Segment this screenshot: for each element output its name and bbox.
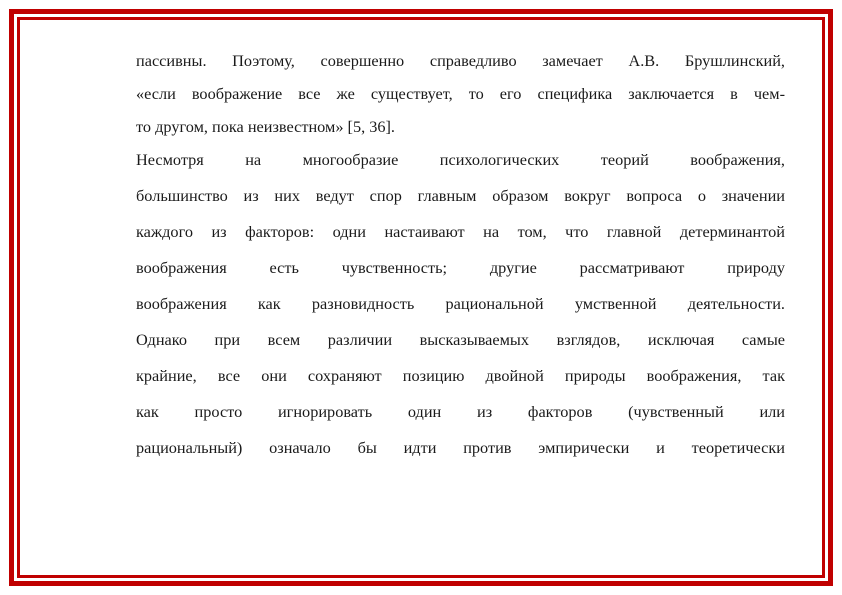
text-line-3: то другом, пока неизвестном» [5, 36].	[136, 117, 396, 136]
text-line-8: воображения как разновидность рациональной умственной деятельности.	[136, 294, 785, 313]
text-line-12: рациональный) означало бы идти против эмпирически и теоретически	[136, 438, 785, 457]
text-line-10: крайние, все они сохраняют позицию двойной природы воображения, так	[136, 366, 785, 385]
text-line-6: каждого из факторов: одни настаивают на том, что главной детерминантой	[136, 222, 785, 241]
text-line-11: как просто игнорировать один из факторов (чувственный или	[136, 402, 785, 421]
slide-text-block	[136, 49, 785, 472]
text-line-5: большинство из них ведут спор главным образом вокруг вопроса о значении	[136, 186, 785, 205]
text-line-1: пассивны. Поэтому, совершенно справедливо замечает А.В. Брушлинский,	[136, 51, 785, 70]
text-line-9: Однако при всем различии высказываемых взглядов, исключая самые	[136, 330, 785, 349]
text-line-4: Несмотря на многообразие психологических теорий воображения,	[136, 150, 785, 169]
text-line-2: «если воображение все же существует, то его специфика заключается в чем-	[136, 84, 785, 103]
text-line-7: воображения есть чувственность; другие рассматривают природу	[136, 258, 785, 277]
